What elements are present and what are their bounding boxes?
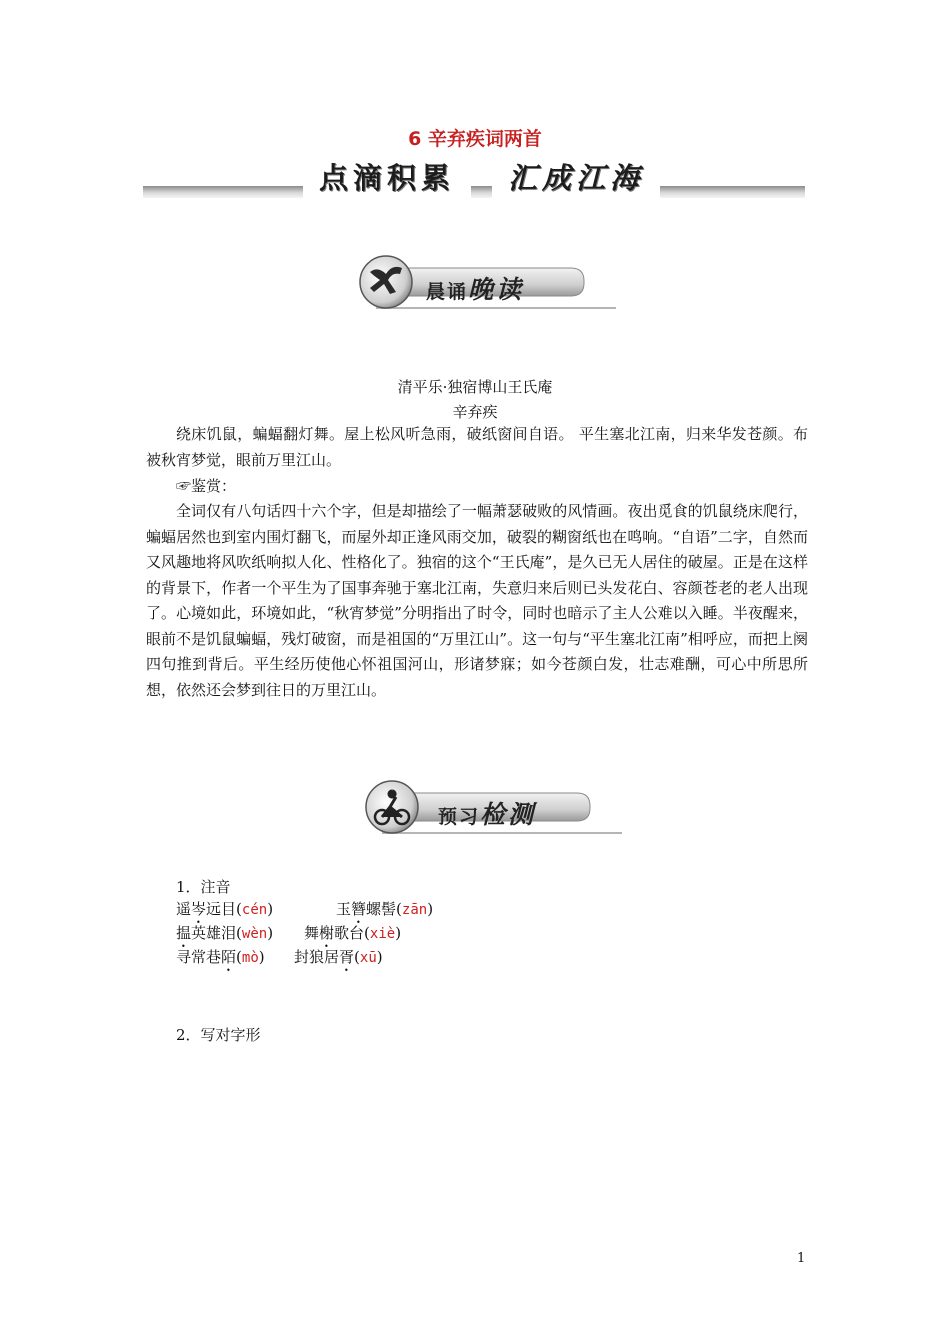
question-2-label: 2．写对字形: [176, 1026, 261, 1044]
poem-author: 辛弃疾: [452, 403, 498, 421]
pinyin-item: 遥岑远目(cén): [176, 900, 274, 918]
reading-label-small: 晨诵: [426, 281, 469, 303]
banner-strip: [143, 186, 805, 198]
pinyin-item: 舞榭歌台(xiè): [304, 924, 402, 942]
pinyin-item: 玉簪螺髻(zān): [336, 900, 434, 918]
banner-right-text: 汇成江海: [492, 158, 660, 198]
poem-text: 绕床饥鼠，蝙蝠翻灯舞。屋上松风听急雨，破纸窗间自语。 平生塞北江南，归来华发苍颜。布被秋宵梦觉，眼前万里江山。: [146, 425, 808, 469]
pinyin-item: 寻常巷陌(mò): [176, 948, 265, 966]
preview-label-big: 检测: [480, 800, 537, 829]
pinyin-item: 揾英雄泪(wèn): [176, 924, 274, 942]
lesson-title: 6 辛弃疾词两首: [408, 128, 542, 150]
pinyin-row: [294, 946, 383, 975]
preview-label-small: 预习: [438, 806, 481, 828]
page-number: 1: [797, 1251, 806, 1266]
pinyin-item: 封狼居胥(xū): [294, 948, 383, 966]
appreciation-label: ☞鉴赏：: [176, 477, 237, 495]
poem-title: 清平乐·独宿博山王氏庵: [397, 378, 553, 396]
appreciation-text: 全词仅有八句话四十六个字，但是却描绘了一幅萧瑟破败的风情画。夜出觅食的饥鼠绕床爬行，蝙蝠居然也到室内围灯翻飞，而屋外却正逢风雨交加，破裂的糊窗纸也在鸣响。“自语”二字，自然而又风趣地将风吹纸响拟人化、性格化了。独宿的这个“王氏庵”，是久已无人居住的破屋。正是在这样的背景下，作者一个平生为了国事奔驰于塞北江南，失意归来后则已头发花白、容颜苍老的老人出现了。心境如此，环境如此，“秋宵梦觉”分明指出了时令，同时也暗示了主人公难以入睡。半夜醒来，眼前不是饥鼠蝙蝠，残灯破窗，而是祖国的“万里江山”。这一句与“平生塞北江南”相呼应，而把上阕四句推到背后。平生经历使他心怀祖国河山，形诸梦寐；如今苍颜白发，壮志难酬，可心中所思所想，依然还会梦到往日的万里江山。: [146, 502, 808, 699]
preview-section-badge: [362, 777, 622, 837]
reading-section-badge: [356, 252, 616, 312]
reading-label-big: 晚读: [468, 275, 525, 304]
pinyin-row: [176, 946, 265, 975]
banner-left-text: 点滴积累: [303, 158, 471, 198]
question-1-label: 1．注音: [176, 878, 231, 896]
